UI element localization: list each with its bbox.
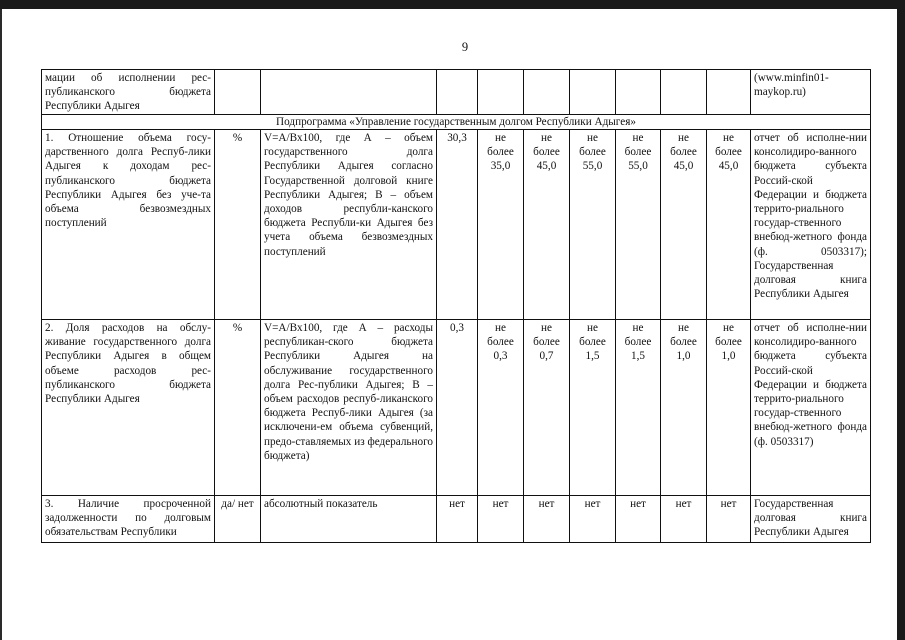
unit-cell: %	[215, 320, 261, 496]
target-value-cell: нет	[478, 496, 524, 543]
value-cell	[661, 70, 707, 115]
value-cell	[707, 70, 751, 115]
target-value-cell: нет	[570, 496, 616, 543]
base-value-cell: 0,3	[437, 320, 478, 496]
subprogram-title: Подпрограмма «Управление государственным долгом Республики Адыгея»	[42, 115, 871, 130]
target-value-cell: не более 0,7	[524, 320, 570, 496]
target-value-cell: не более 45,0	[524, 130, 570, 320]
target-value-cell: нет	[524, 496, 570, 543]
target-value-cell: не более 55,0	[570, 130, 616, 320]
formula-cell	[261, 70, 437, 115]
table-row	[42, 320, 871, 496]
scan-left-edge	[0, 9, 2, 640]
table-row	[42, 130, 871, 320]
value-cell	[616, 70, 661, 115]
target-value-cell: не более 55,0	[616, 130, 661, 320]
source-cell: отчет об исполне-нии консолидиро-ванного бюджета субъекта Россий-ской Федерации и бюджета террито-риального государ-ственного внебюд-жетного фонда (ф. 0503317); Государственная долговая книга Республики Адыгея	[751, 130, 871, 320]
value-cell	[524, 70, 570, 115]
indicator-cell: 2. Доля расходов на обслу-живание государственного долга Республики Адыгея в общем объеме расходов рес-публиканского бюджета Республики Адыгея	[42, 320, 215, 496]
formula-cell: V=A/Bx100, где А – объем государственного долга Республики Адыгея согласно Государственной долговой книге Республики Адыгея; В – объем доходов республи-канского бюджета Республи-ки Адыгея без учета объема безвозмездных поступлений	[261, 130, 437, 320]
source-cell: отчет об исполне-нии консолидиро-ванного бюджета субъекта Россий-ской Федерации и бюджета террито-риального государ-ственного внебюд-жетного фонда (ф. 0503317)	[751, 320, 871, 496]
unit-cell: %	[215, 130, 261, 320]
value-cell	[437, 70, 478, 115]
target-value-cell: не более 45,0	[661, 130, 707, 320]
indicators-table	[41, 69, 871, 543]
target-value-cell: не более 1,5	[616, 320, 661, 496]
indicator-cell: 3. Наличие просроченной задолженности по долговым обязательствам Республики	[42, 496, 215, 543]
target-value-cell: нет	[616, 496, 661, 543]
target-value-cell: не более 1,5	[570, 320, 616, 496]
value-cell	[478, 70, 524, 115]
target-value-cell: не более 1,0	[661, 320, 707, 496]
table-row	[42, 496, 871, 543]
indicator-cell: мации об исполнении рес-публиканского бюджета Республики Адыгея	[42, 70, 215, 115]
scan-right-border	[897, 0, 905, 640]
source-cell: (www.minfin01-maykop.ru)	[751, 70, 871, 115]
target-value-cell: нет	[707, 496, 751, 543]
target-value-cell: не более 45,0	[707, 130, 751, 320]
target-value-cell: не более 35,0	[478, 130, 524, 320]
target-value-cell: не более 0,3	[478, 320, 524, 496]
target-value-cell: нет	[661, 496, 707, 543]
base-value-cell: нет	[437, 496, 478, 543]
unit-cell: да/ нет	[215, 496, 261, 543]
table-row-continuation	[42, 70, 871, 115]
indicator-cell: 1. Отношение объема госу-дарственного долга Респуб-лики Адыгея к доходам рес-публиканского бюджета Республики Адыгея без уче-та объема безвозмездных поступлений	[42, 130, 215, 320]
subprogram-row	[42, 115, 871, 130]
formula-cell: V=A/Bx100, где А – расходы республикан-ского бюджета Республики Адыгея на обслуживание государственного долга Рес-публики Адыгея; В – объем расходов респуб-ликанского бюджета Респуб-лики Адыгея (за исключени-ем объема субвенций, предо-ставляемых из федерального бюджета)	[261, 320, 437, 496]
formula-cell: абсолютный показатель	[261, 496, 437, 543]
source-cell: Государственная долговая книга Республики Адыгея	[751, 496, 871, 543]
base-value-cell: 30,3	[437, 130, 478, 320]
page-number: 9	[461, 40, 469, 54]
scan-top-border	[0, 0, 905, 9]
target-value-cell: не более 1,0	[707, 320, 751, 496]
unit-cell	[215, 70, 261, 115]
value-cell	[570, 70, 616, 115]
